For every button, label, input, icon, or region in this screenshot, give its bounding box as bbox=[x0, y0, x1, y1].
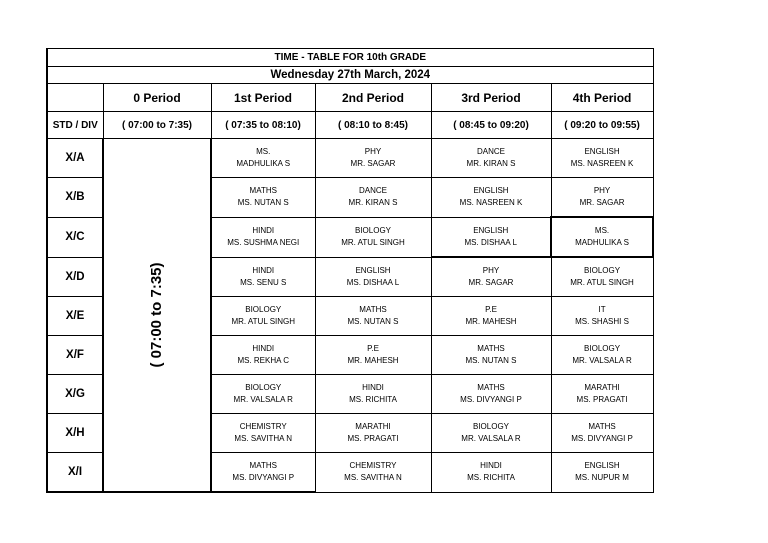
zero-period-cell bbox=[103, 139, 211, 493]
subject-name: ENGLISH bbox=[355, 265, 391, 275]
teacher-name: MS. NASREEN K bbox=[570, 159, 634, 168]
subject-name: HINDI bbox=[480, 461, 502, 471]
subject-name: MATHS bbox=[477, 383, 505, 392]
schedule-cell bbox=[211, 336, 315, 375]
schedule-cell bbox=[315, 257, 431, 297]
subject-name: CHEMISTRY bbox=[349, 461, 397, 471]
timetable-title: TIME - TABLE FOR 10th GRADE bbox=[47, 49, 653, 67]
schedule-cell bbox=[551, 178, 653, 218]
teacher-name: MR. SAGAR bbox=[468, 278, 514, 287]
subject-name: P.E bbox=[485, 305, 497, 314]
division-label: X/H bbox=[47, 414, 103, 453]
division-label: X/E bbox=[47, 297, 103, 336]
teacher-name: MS. REKHA C bbox=[237, 356, 290, 365]
teacher-name: MS. DIVYANGI P bbox=[571, 434, 633, 443]
teacher-name: MR. MAHESH bbox=[465, 317, 517, 326]
teacher-name: MR. VALSALA R bbox=[233, 395, 293, 404]
schedule-cell bbox=[211, 375, 315, 414]
teacher-name: MADHULIKA S bbox=[236, 159, 291, 168]
teacher-name: MS. NUTAN S bbox=[347, 317, 399, 326]
zero-period-time-vertical: ( 07:00 to 7:35) bbox=[148, 262, 165, 368]
subject-name: BIOLOGY bbox=[245, 383, 282, 392]
subject-name: DANCE bbox=[476, 147, 505, 156]
teacher-name: MS. DIVYANGI P bbox=[232, 473, 295, 482]
period-time: ( 07:00 to 7:35) bbox=[103, 112, 211, 139]
subject-name: MARATHI bbox=[584, 383, 620, 392]
subject-name: ENGLISH bbox=[584, 461, 620, 471]
subject-name: HINDI bbox=[252, 344, 275, 353]
schedule-cell bbox=[431, 217, 551, 257]
subject-name: P.E bbox=[367, 344, 379, 353]
schedule-cell bbox=[551, 257, 653, 297]
period-time: ( 08:45 to 09:20) bbox=[431, 112, 551, 139]
subject-name: MATHS bbox=[249, 186, 277, 196]
teacher-name: MS. NUTAN S bbox=[465, 356, 517, 365]
schedule-cell bbox=[551, 297, 653, 336]
schedule-cell bbox=[211, 178, 315, 218]
schedule-cell bbox=[315, 139, 431, 178]
schedule-cell bbox=[431, 375, 551, 414]
subject-name: ENGLISH bbox=[584, 147, 620, 156]
teacher-name: MR. VALSALA R bbox=[572, 356, 632, 365]
subject-name: BIOLOGY bbox=[584, 266, 621, 275]
schedule-cell bbox=[211, 297, 315, 336]
schedule-cell bbox=[431, 336, 551, 375]
teacher-name: MR. ATUL SINGH bbox=[341, 238, 405, 247]
teacher-name: MR. ATUL SINGH bbox=[231, 317, 296, 326]
division-label: X/F bbox=[47, 336, 103, 375]
subject-name: BIOLOGY bbox=[354, 226, 391, 235]
schedule-cell bbox=[211, 257, 315, 297]
schedule-cell bbox=[551, 453, 653, 493]
subject-name: ENGLISH bbox=[473, 186, 509, 196]
time-row bbox=[47, 112, 653, 139]
schedule-cell bbox=[211, 453, 315, 493]
teacher-name: MADHULIKA S bbox=[575, 238, 629, 247]
division-label: X/G bbox=[47, 375, 103, 414]
schedule-cell bbox=[211, 217, 315, 257]
subject-name: CHEMISTRY bbox=[239, 422, 287, 431]
teacher-name: MS. NASREEN K bbox=[459, 198, 523, 208]
period-header: 0 Period bbox=[103, 84, 211, 112]
teacher-name: MS. SAVITHA N bbox=[344, 473, 402, 483]
period-header: 1st Period bbox=[211, 84, 315, 112]
schedule-cell bbox=[315, 453, 431, 493]
schedule-cell bbox=[431, 414, 551, 453]
teacher-name: MR. ATUL SINGH bbox=[570, 278, 634, 287]
timetable-date: Wednesday 27th March, 2024 bbox=[47, 67, 653, 84]
teacher-name: MS. RICHITA bbox=[467, 473, 515, 483]
corner-cell bbox=[47, 84, 103, 112]
teacher-name: MS. NUTAN S bbox=[237, 198, 289, 208]
subject-name: PHY bbox=[482, 266, 500, 275]
subject-name: MARATHI bbox=[355, 422, 391, 431]
teacher-name: MR. KIRAN S bbox=[466, 159, 516, 168]
teacher-name: MS. DISHAA L bbox=[346, 277, 400, 287]
schedule-cell bbox=[315, 375, 431, 414]
teacher-name: MR. KIRAN S bbox=[348, 198, 398, 208]
division-label: X/I bbox=[47, 453, 103, 493]
period-header: 2nd Period bbox=[315, 84, 431, 112]
subject-name: HINDI bbox=[252, 265, 275, 275]
teacher-name: MS. SHASHI S bbox=[575, 317, 629, 326]
teacher-name: MS. SENU S bbox=[240, 277, 287, 287]
schedule-cell bbox=[431, 257, 551, 297]
schedule-cell bbox=[551, 375, 653, 414]
schedule-cell bbox=[315, 336, 431, 375]
std-div-label: STD / DIV bbox=[47, 112, 103, 139]
teacher-name: MS. DISHAA L bbox=[464, 237, 517, 247]
subject-name: BIOLOGY bbox=[584, 344, 621, 353]
subject-name: MATHS bbox=[588, 422, 616, 431]
teacher-name: MS. PRAGATI bbox=[347, 434, 399, 443]
division-label: X/A bbox=[47, 139, 103, 178]
teacher-name: MS. PRAGATI bbox=[576, 395, 628, 404]
schedule-cell bbox=[551, 336, 653, 375]
teacher-name: MS. SUSHMA NEGI bbox=[227, 238, 300, 247]
teacher-name: MR. SAGAR bbox=[579, 198, 625, 207]
period-header: 4th Period bbox=[551, 84, 653, 112]
subject-name: MATHS bbox=[359, 305, 387, 314]
subject-name: DANCE bbox=[358, 186, 387, 196]
subject-name: ENGLISH bbox=[473, 225, 509, 235]
subject-name: BIOLOGY bbox=[472, 422, 509, 431]
schedule-cell bbox=[431, 453, 551, 493]
schedule-cell bbox=[315, 178, 431, 218]
schedule-cell bbox=[315, 414, 431, 453]
schedule-cell bbox=[315, 297, 431, 336]
timetable bbox=[46, 48, 654, 493]
period-time: ( 08:10 to 8:45) bbox=[315, 112, 431, 139]
subject-name: PHY bbox=[593, 186, 611, 195]
period-time: ( 07:35 to 08:10) bbox=[211, 112, 315, 139]
teacher-name: MR. VALSALA R bbox=[461, 434, 521, 443]
teacher-name: MS. NUPUR M bbox=[575, 473, 629, 483]
teacher-name: MS. SAVITHA N bbox=[234, 434, 293, 443]
subject-name: IT bbox=[598, 305, 606, 314]
subject-name: MATHS bbox=[249, 461, 277, 470]
subject-name: MATHS bbox=[477, 344, 505, 353]
schedule-cell bbox=[431, 139, 551, 178]
schedule-cell bbox=[431, 178, 551, 218]
schedule-cell bbox=[551, 217, 653, 257]
table-row bbox=[47, 139, 653, 178]
subject-name: BIOLOGY bbox=[245, 305, 282, 314]
teacher-name: MR. MAHESH bbox=[347, 356, 399, 365]
period-time: ( 09:20 to 09:55) bbox=[551, 112, 653, 139]
period-header: 3rd Period bbox=[431, 84, 551, 112]
schedule-cell bbox=[211, 139, 315, 178]
teacher-name: MS. RICHITA bbox=[349, 395, 397, 404]
schedule-cell bbox=[551, 414, 653, 453]
division-label: X/D bbox=[47, 257, 103, 297]
schedule-cell bbox=[211, 414, 315, 453]
period-header-row bbox=[47, 84, 653, 112]
teacher-name: MR. SAGAR bbox=[350, 159, 396, 168]
schedule-cell bbox=[315, 217, 431, 257]
subject-name: MS. bbox=[256, 147, 271, 156]
subject-name: HINDI bbox=[362, 383, 384, 392]
division-label: X/B bbox=[47, 178, 103, 218]
division-label: X/C bbox=[47, 217, 103, 257]
schedule-cell bbox=[551, 139, 653, 178]
subject-name: MS. bbox=[594, 226, 610, 235]
teacher-name: MS. DIVYANGI P bbox=[460, 395, 522, 404]
subject-name: PHY bbox=[364, 147, 382, 156]
subject-name: HINDI bbox=[252, 226, 275, 235]
schedule-cell bbox=[431, 297, 551, 336]
